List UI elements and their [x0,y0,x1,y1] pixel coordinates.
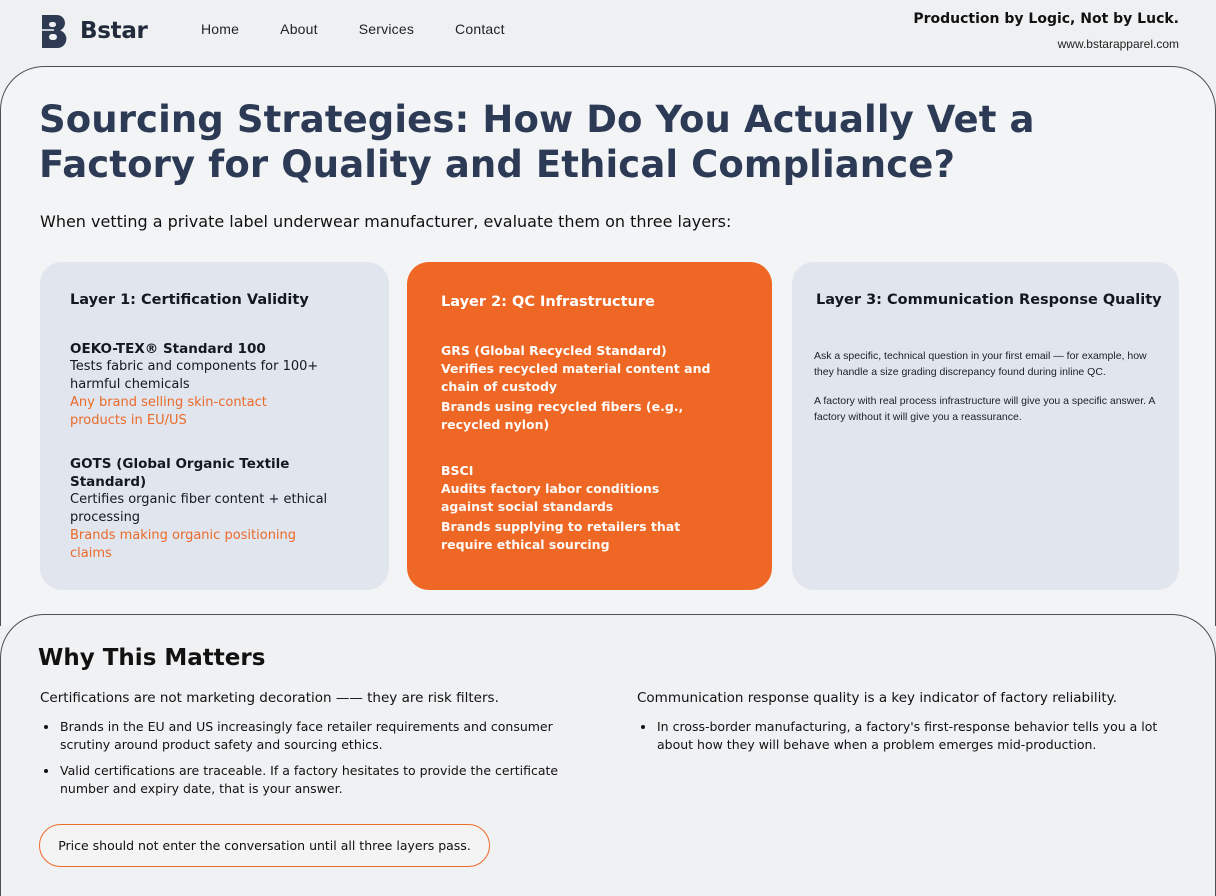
section-title: Why This Matters [38,645,266,671]
cert-desc: Tests fabric and components for 100+ harmful chemicals [70,359,319,392]
site-url[interactable]: www.bstarapparel.com [1057,37,1179,51]
brand-name: Bstar [80,18,148,44]
cert-name: GRS (Global Recycled Standard) [441,343,667,358]
cert-name: BSCI [441,463,474,478]
bstar-logo-icon [40,13,70,49]
card-layer-1 [40,262,389,590]
left-bullet-list [40,718,580,806]
cert-oeko-tex [70,340,350,430]
card-layer-2 [407,262,772,590]
card-title: Layer 3: Communication Response Quality [816,292,1162,308]
card-paragraph: A factory with real process infrastructure will give you a specific answer. A factory without it will give you a reassurance. [814,395,1155,423]
brand-logo[interactable] [40,13,148,49]
cert-desc: Verifies recycled material content and chain of custody [441,361,711,394]
nav-home[interactable]: Home [201,21,240,37]
cert-use: Brands using recycled fibers (e.g., recycled nylon) [441,399,684,432]
intro-text: When vetting a private label underwear manufacturer, evaluate them on three layers: [40,212,732,231]
list-item: Brands in the EU and US increasingly face retailer requirements and consumer scrutiny around product safety and sourcing ethics. [40,718,580,754]
cert-use: Brands supplying to retailers that require ethical sourcing [441,519,681,552]
cert-use: Any brand selling skin-contact products in EU/US [70,395,267,428]
cert-desc: Audits factory labor conditions against social standards [441,481,660,514]
card-layer-3 [792,262,1179,590]
nav-about[interactable]: About [280,21,318,37]
cert-bsci [441,462,721,554]
cert-gots [70,455,360,563]
card-title: Layer 2: QC Infrastructure [441,294,655,310]
right-lead: Communication response quality is a key indicator of factory reliability. [637,690,1117,706]
site-header [0,0,1216,66]
callout-pill: Price should not enter the conversation until all three layers pass. [39,824,490,867]
page-title: Sourcing Strategies: How Do You Actually Vet a Factory for Quality and Ethical Compliance? [39,98,1035,186]
card-paragraph: Ask a specific, technical question in your first email — for example, how they handle a size grading discrepancy found during inline QC. [814,350,1147,378]
cert-name: OEKO-TEX® Standard 100 [70,341,266,357]
nav-services[interactable]: Services [358,21,415,37]
right-bullet-list [637,718,1177,762]
cert-desc: Certifies organic fiber content + ethical processing [70,492,328,525]
tagline: Production by Logic, Not by Luck. [913,11,1179,27]
cert-name: GOTS (Global Organic Textile Standard) [70,456,290,490]
left-lead: Certifications are not marketing decoration —— they are risk filters. [40,690,499,706]
cert-use: Brands making organic positioning claims [70,528,297,561]
nav-contact[interactable]: Contact [455,21,505,37]
card-title: Layer 1: Certification Validity [70,292,309,308]
main-nav [201,21,546,37]
cert-grs [441,342,716,434]
list-item: Valid certifications are traceable. If a factory hesitates to provide the certificate number and expiry date, that is your answer. [40,762,580,798]
list-item: In cross-border manufacturing, a factory's first-response behavior tells you a lot about how they will behave when a problem emerges mid-production. [637,718,1177,754]
